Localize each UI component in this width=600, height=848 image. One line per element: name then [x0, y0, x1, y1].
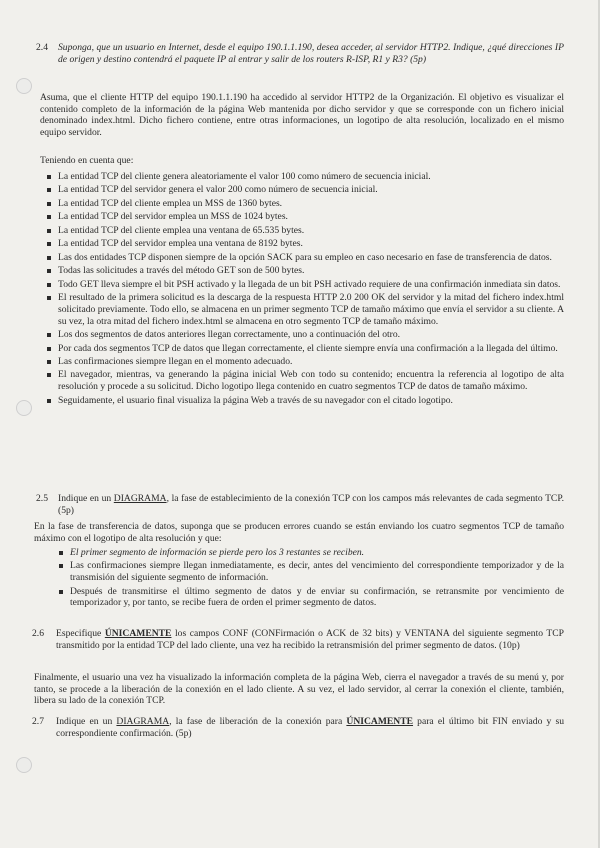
- punch-hole: [16, 400, 32, 416]
- list-item: Después de transmitirse el último segmento de datos y de enviar su confirmación, se retransmite por vencimiento de temporizador y, por tanto, se recibe fuera de orden el primer segmento de datos.: [56, 586, 564, 609]
- conditions-heading: Teniendo en cuenta que:: [40, 155, 134, 166]
- final-paragraph: Finalmente, el usuario una vez ha visualizado la información completa de la página Web, cierra el navegador a través de su menú y, por tanto, se procede a la liberación de la conexión en el lado cliente. A su vez, el lado servidor, al cerrar la conexión el cliente, también, libera su lado de la conexión TCP.: [34, 672, 564, 707]
- question-number: 2.7: [32, 716, 44, 727]
- list-item: La entidad TCP del servidor genera el valor 200 como número de secuencia inicial.: [44, 184, 564, 196]
- list-item: Seguidamente, el usuario final visualiza la página Web a través de su navegador con el citado logotipo.: [44, 395, 564, 407]
- question-number: 2.6: [32, 628, 44, 639]
- conditions-list: [44, 171, 564, 408]
- question-2-4: Suponga, que un usuario en Internet, desde el equipo 190.1.1.190, desea acceder, al servidor HTTP2. Indique, ¿qué direcciones IP de origen y destino contendrá el paquete IP al entrar y salir de los routers R-ISP, R1 y R3? (5p): [58, 42, 564, 65]
- list-item: El resultado de la primera solicitud es la descarga de la respuesta HTTP 2.0 200 OK del servidor y la mitad del fichero index.html solicitado previamente. Todo ello, se almacena en un primer segmento TCP de tamaño máximo que envía el servidor a su cliente. A su vez, la otra mitad del fichero index.html se almacena en otro segmento TCP de tamaño máximo.: [44, 292, 564, 327]
- transfer-phase-paragraph: En la fase de transferencia de datos, suponga que se producen errores cuando se están enviando los cuatro segmentos TCP de tamaño máximo con el logotipo de alta resolución y que:: [34, 521, 564, 544]
- question-2-7: Indique en un DIAGRAMA, la fase de liberación de la conexión para ÚNICAMENTE para el último bit FIN enviado y su correspondiente confirmación. (5p): [56, 716, 565, 739]
- list-item: Todo GET lleva siempre el bit PSH activado y la llegada de un bit PSH activado requiere de una confirmación inmediata sin datos.: [44, 279, 564, 291]
- list-item: Las confirmaciones siempre llegan inmediatamente, es decir, antes del vencimiento del correspondiente temporizador y de la transmisión del siguiente segmento de información.: [56, 560, 564, 583]
- list-item: La entidad TCP del servidor emplea un MSS de 1024 bytes.: [44, 211, 564, 223]
- punch-hole: [16, 78, 32, 94]
- intro-paragraph: Asuma, que el cliente HTTP del equipo 190.1.1.190 ha accedido al servidor HTTP2 de la Organización. El objetivo es visualizar el contenido completo de la información de la página Web mantenida por dicho servidor y que se corresponde con un fichero inicial denominado index.html. Dicho fichero contiene, entre otras informaciones, un logotipo de alta resolución, localizado en el mismo equipo servidor.: [40, 92, 564, 138]
- list-item: El navegador, mientras, va generando la página inicial Web con todo su contenido; encuentra la referencia al logotipo de alta resolución y procede a su solicitud. Dicho logotipo llega contenido en cuatro segmentos TCP de datos de tamaño máximo.: [44, 369, 564, 392]
- list-item: Los dos segmentos de datos anteriores llegan correctamente, uno a continuación del otro.: [44, 329, 564, 341]
- list-item: La entidad TCP del cliente genera aleatoriamente el valor 100 como número de secuencia inicial.: [44, 171, 564, 183]
- list-item: El primer segmento de información se pierde pero los 3 restantes se reciben.: [56, 547, 564, 559]
- list-item: Las confirmaciones siempre llegan en el momento adecuado.: [44, 356, 564, 368]
- list-item: Las dos entidades TCP disponen siempre de la opción SACK para su empleo en caso necesario en fase de transferencia de datos.: [44, 252, 564, 264]
- question-number: 2.5: [36, 493, 48, 504]
- list-item: La entidad TCP del cliente emplea un MSS de 1360 bytes.: [44, 198, 564, 210]
- question-2-5: Indique en un DIAGRAMA, la fase de establecimiento de la conexión TCP con los campos más relevantes de cada segmento TCP. (5p): [58, 493, 565, 516]
- error-conditions-list: [56, 547, 564, 611]
- question-number: 2.4: [36, 42, 48, 53]
- list-item: Por cada dos segmentos TCP de datos que llegan correctamente, el cliente siempre envía una confirmación a la llegada del último.: [44, 343, 564, 355]
- list-item: La entidad TCP del servidor emplea una ventana de 8192 bytes.: [44, 238, 564, 250]
- list-item: La entidad TCP del cliente emplea una ventana de 65.535 bytes.: [44, 225, 564, 237]
- list-item: Todas las solicitudes a través del método GET son de 500 bytes.: [44, 265, 564, 277]
- punch-hole: [16, 757, 32, 773]
- question-2-6: Especifique ÚNICAMENTE los campos CONF (CONFirmación o ACK de 32 bits) y VENTANA del siguiente segmento TCP transmitido por la entidad TCP del lado cliente, una vez ha recibido la retransmisión del primer segmento de datos. (10p): [56, 628, 564, 651]
